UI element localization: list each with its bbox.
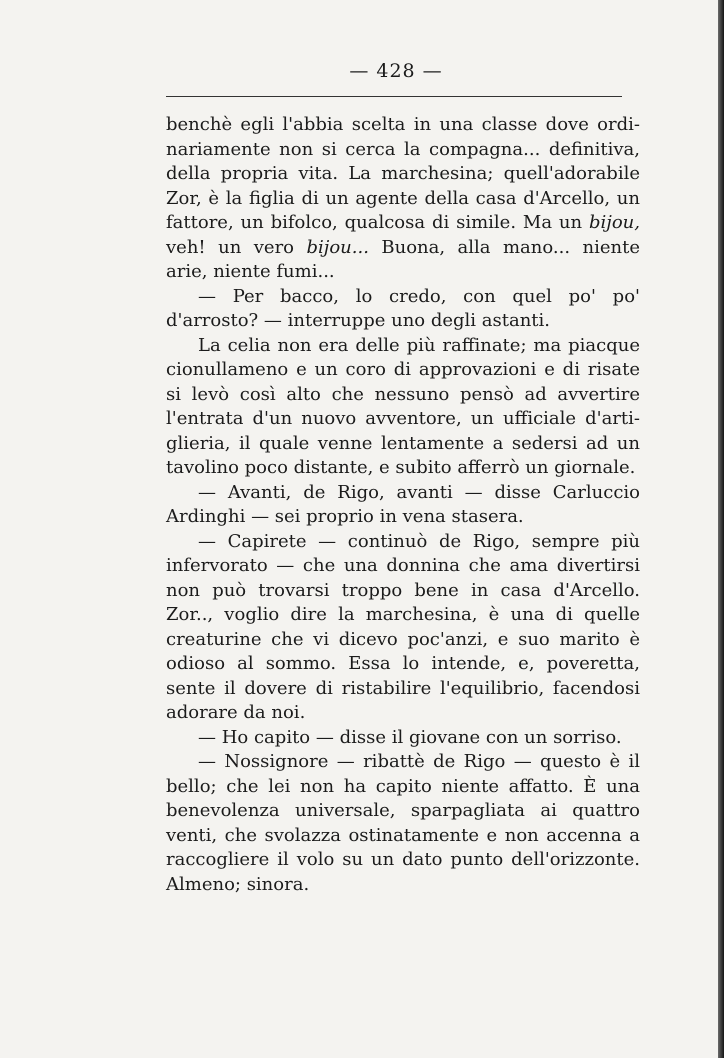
- header-rule: [166, 96, 622, 97]
- text-run: — Avanti, de Rigo, avanti — disse Carluccio Ardinghi — sei proprio in vena stasera.: [166, 481, 640, 527]
- paragraph-4: [166, 481, 640, 530]
- italic-word-bijou: bijou...: [306, 236, 369, 258]
- paragraph-3: [166, 334, 640, 481]
- page-number-header: — 428 —: [349, 60, 443, 82]
- text-run: La celia non era delle più raffinate; ma piacque cionullameno e un coro di approvazioni e di risate si levò così alto che nessuno pensò ad avvertire l'entrata d'un nuovo avventore, un ufficiale d'artiglieria, il quale venne lentamente a sedersi ad un tavolino poco distante, e subito afferrò un giornale.: [166, 334, 640, 478]
- text-run: Buona, alla mano... niente arie, niente fumi...: [166, 236, 640, 282]
- body-text: [166, 113, 640, 897]
- italic-word-bijou: bijou,: [588, 212, 640, 233]
- paragraph-5: [166, 530, 640, 726]
- text-run: — Nossignore — ribattè de Rigo — questo è il bello; che lei non ha capito niente affatto. È una benevolenza universale, sparpagliata ai quattro venti, che svolazza ostinatamente e non accenna a raccogliere il volo su un dato punto dell'orizzonte. Almeno; sinora.: [166, 751, 640, 895]
- paragraph-1: [166, 113, 640, 285]
- text-run: — Per bacco, lo credo, con quel po' po' d'arrosto? — interruppe uno degli astanti.: [166, 285, 640, 331]
- paragraph-6: [166, 726, 640, 751]
- paragraph-2: [166, 285, 640, 334]
- text-run: — Ho capito — disse il giovane con un sorriso.: [198, 726, 622, 748]
- text-run: benchè egli l'abbia scelta in una classe dove ordinariamente non si cerca la compagna... definitiva, della propria vita. La marchesina; quell'adorabile Zor, è la figlia di un agente della casa d'Arcello, un fattore, un bifolco, qualcosa di simile. Ma un: [166, 114, 640, 233]
- paragraph-7: [166, 750, 640, 897]
- text-run: — Capirete — continuò de Rigo, sempre più infervorato — che una donnina che ama divertirsi non può trovarsi troppo bene in casa d'Arcello. Zor.., voglio dire la marchesina, è una di quelle creaturine che vi dicevo poc'anzi, e suo marito è odioso al sommo. Essa lo intende, e, poveretta, sente il dovere di ristabilire l'equilibrio, facendosi adorare da noi.: [166, 530, 640, 723]
- text-run: veh! un vero: [166, 236, 307, 258]
- page-edge-shadow: [718, 0, 724, 1058]
